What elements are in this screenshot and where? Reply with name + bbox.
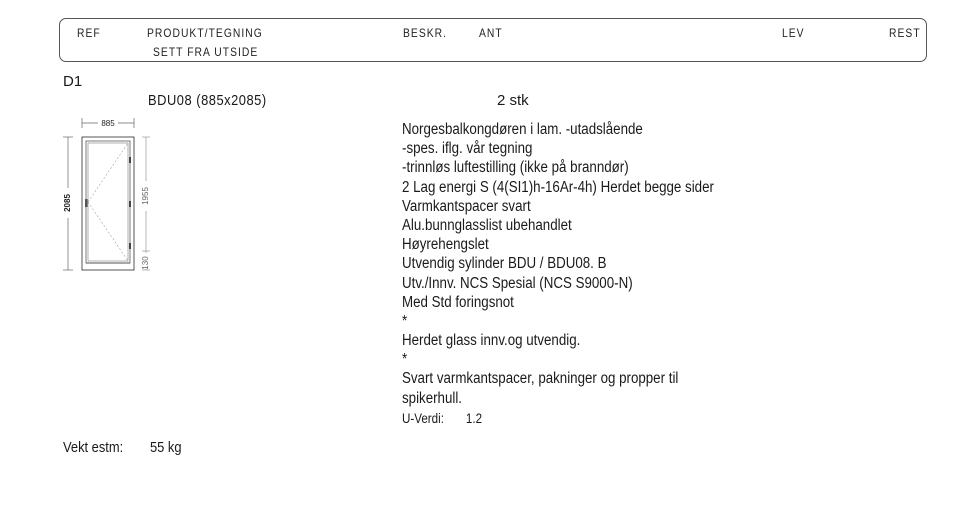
opening-line-bottom: [88, 202, 128, 261]
door-glass: [88, 143, 128, 261]
description-line: 2 Lag energi S (4(SI1)h-16Ar-4h) Herdet begge sider: [402, 178, 714, 196]
door-frame-outer: [82, 137, 134, 270]
column-header-box: [59, 18, 927, 62]
item-ref: D1: [63, 73, 83, 90]
hinge-top-icon: [129, 157, 131, 163]
glass-dim-label: 1955: [141, 187, 151, 205]
header-lev: LEV: [782, 26, 805, 40]
header-ant: ANT: [479, 26, 503, 40]
width-dim-label: 885: [101, 119, 115, 128]
description-line: *: [402, 312, 408, 330]
description-line: Norgesbalkongdøren i lam. -utadslående: [402, 121, 643, 138]
hinge-bottom-icon: [129, 243, 131, 249]
description-block: [402, 120, 714, 430]
height-dim-label: 2085: [63, 194, 73, 212]
description-line: Alu.bunnglasslist ubehandlet: [402, 216, 572, 234]
description-line: Høyrehengslet: [402, 236, 489, 254]
header-rest: REST: [889, 26, 921, 40]
quantity: 2 stk: [497, 92, 529, 109]
description-line: -spes. iflg. vår tegning: [402, 140, 533, 158]
bottom-dim-label: 130: [141, 256, 151, 270]
description-line: Med Std foringsnot: [402, 293, 514, 311]
u-value: 1.2: [465, 410, 483, 426]
header-ref: REF: [77, 26, 101, 40]
description-line: Utv./Innv. NCS Spesial (NCS S9000-N): [402, 274, 633, 292]
hinge-middle-icon: [129, 201, 131, 207]
description-line: -trinnløs luftestilling (ikke på branndør): [402, 159, 629, 177]
description-line: Svart varmkantspacer, pakninger og propper til: [402, 370, 679, 388]
opening-line-top: [88, 143, 128, 202]
weight-label: Vekt estm:: [63, 439, 124, 456]
door-drawing: [52, 113, 162, 283]
description-line: *: [402, 351, 408, 369]
header-produkt: PRODUKT/TEGNING: [147, 26, 263, 40]
description-line: Varmkantspacer svart: [402, 197, 531, 215]
description-line: Herdet glass innv.og utvendig.: [402, 332, 581, 350]
u-value-row: [402, 408, 714, 430]
description-line: spikerhull.: [402, 389, 463, 407]
product-code: BDU08 (885x2085): [148, 92, 267, 109]
header-beskr: BESKR.: [403, 26, 448, 40]
u-value-label: U-Verdi:: [402, 410, 444, 426]
description-line: Utvendig sylinder BDU / BDU08. B: [402, 255, 607, 273]
door-frame-inner: [86, 141, 130, 263]
handle-icon: [85, 199, 88, 207]
header-sett-fra-utside: SETT FRA UTSIDE: [153, 45, 259, 59]
weight-value: 55 kg: [150, 439, 182, 456]
